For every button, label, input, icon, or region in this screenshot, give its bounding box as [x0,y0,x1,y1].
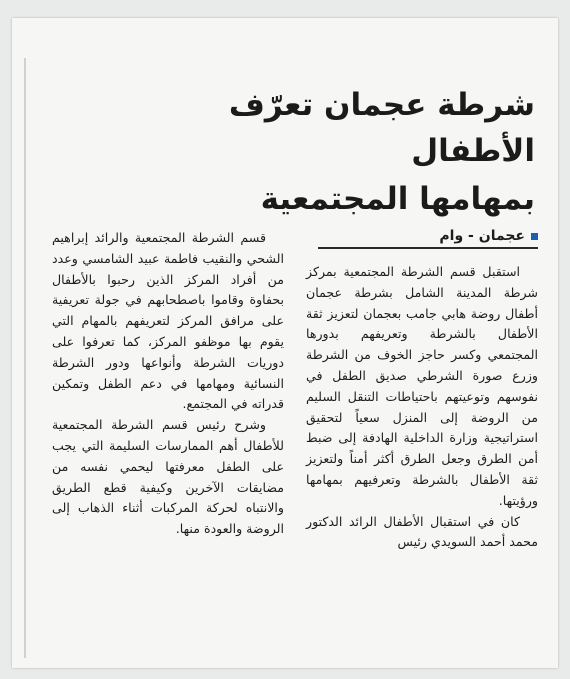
paragraph: وشرح رئيس قسم الشرطة المجتمعية للأطفال أهم الممارسات السليمة التي يجب على الطفل معرفتها ليحمي نفسه من مضايقات الآخرين وكيفية قطع الطريق والانتباه لحركة المركبات أثناء الذهاب إلى الروضة والعودة منها. [52,417,284,537]
paragraph: قسم الشرطة المجتمعية والرائد إبراهيم الشحي والنقيب فاطمة عبيد الشامسي وعدد من أفراد المركز الذين رحبوا بالأطفال بحفاوة وقاموا باصطحابهم في جولة تعريفية على مرافق المركز لتعريفهم بالمهام التي يقوم بها موظفو المركز، كما تعرفوا على دوريات الشرطة وأنواعها ودور الشرطة النسائية ومهامها في دعم الطفل وتمكين قدراته في المجتمع. [52,230,284,412]
paragraph: استقبل قسم الشرطة المجتمعية بمركز شرطة المدينة الشامل بشرطة عجمان أطفال روضة هابي جامب بعجمان لتعزيز ثقة الأطفال بالشرطة وتعريفهم بدورها المجتمعي وكسر حاجز الخوف من الشرطة وزرع صورة الشرطي صديق الطفل في نفوسهم وتوعيتهم باحتياطات التنقل السليم من الروضة إلى المنزل سعياً لتحقيق استراتيجية وزارة الداخلية الهادفة إلى ضبط أمن الطرق وجعل الطرق أكثر أمناً ولتعزيز ثقة الأطفال بالشرطة وتعرفيهم بمهامها ورؤيتها. [306,264,538,508]
dateline [318,228,538,249]
article-column-left [52,228,284,540]
paragraph: كان في استقبال الأطفال الرائد الدكتور محمد أحمد السويدي رئيس [306,513,538,550]
column-divider [24,58,26,658]
dateline-text: عجمان - وام [439,228,525,244]
bullet-square-icon [531,233,538,240]
headline-line-1: شرطة عجمان تعرّف الأطفال [228,87,535,169]
article-headline [95,82,535,222]
article-column-right [306,262,538,553]
headline-line-2: بمهامها المجتمعية [260,181,535,217]
